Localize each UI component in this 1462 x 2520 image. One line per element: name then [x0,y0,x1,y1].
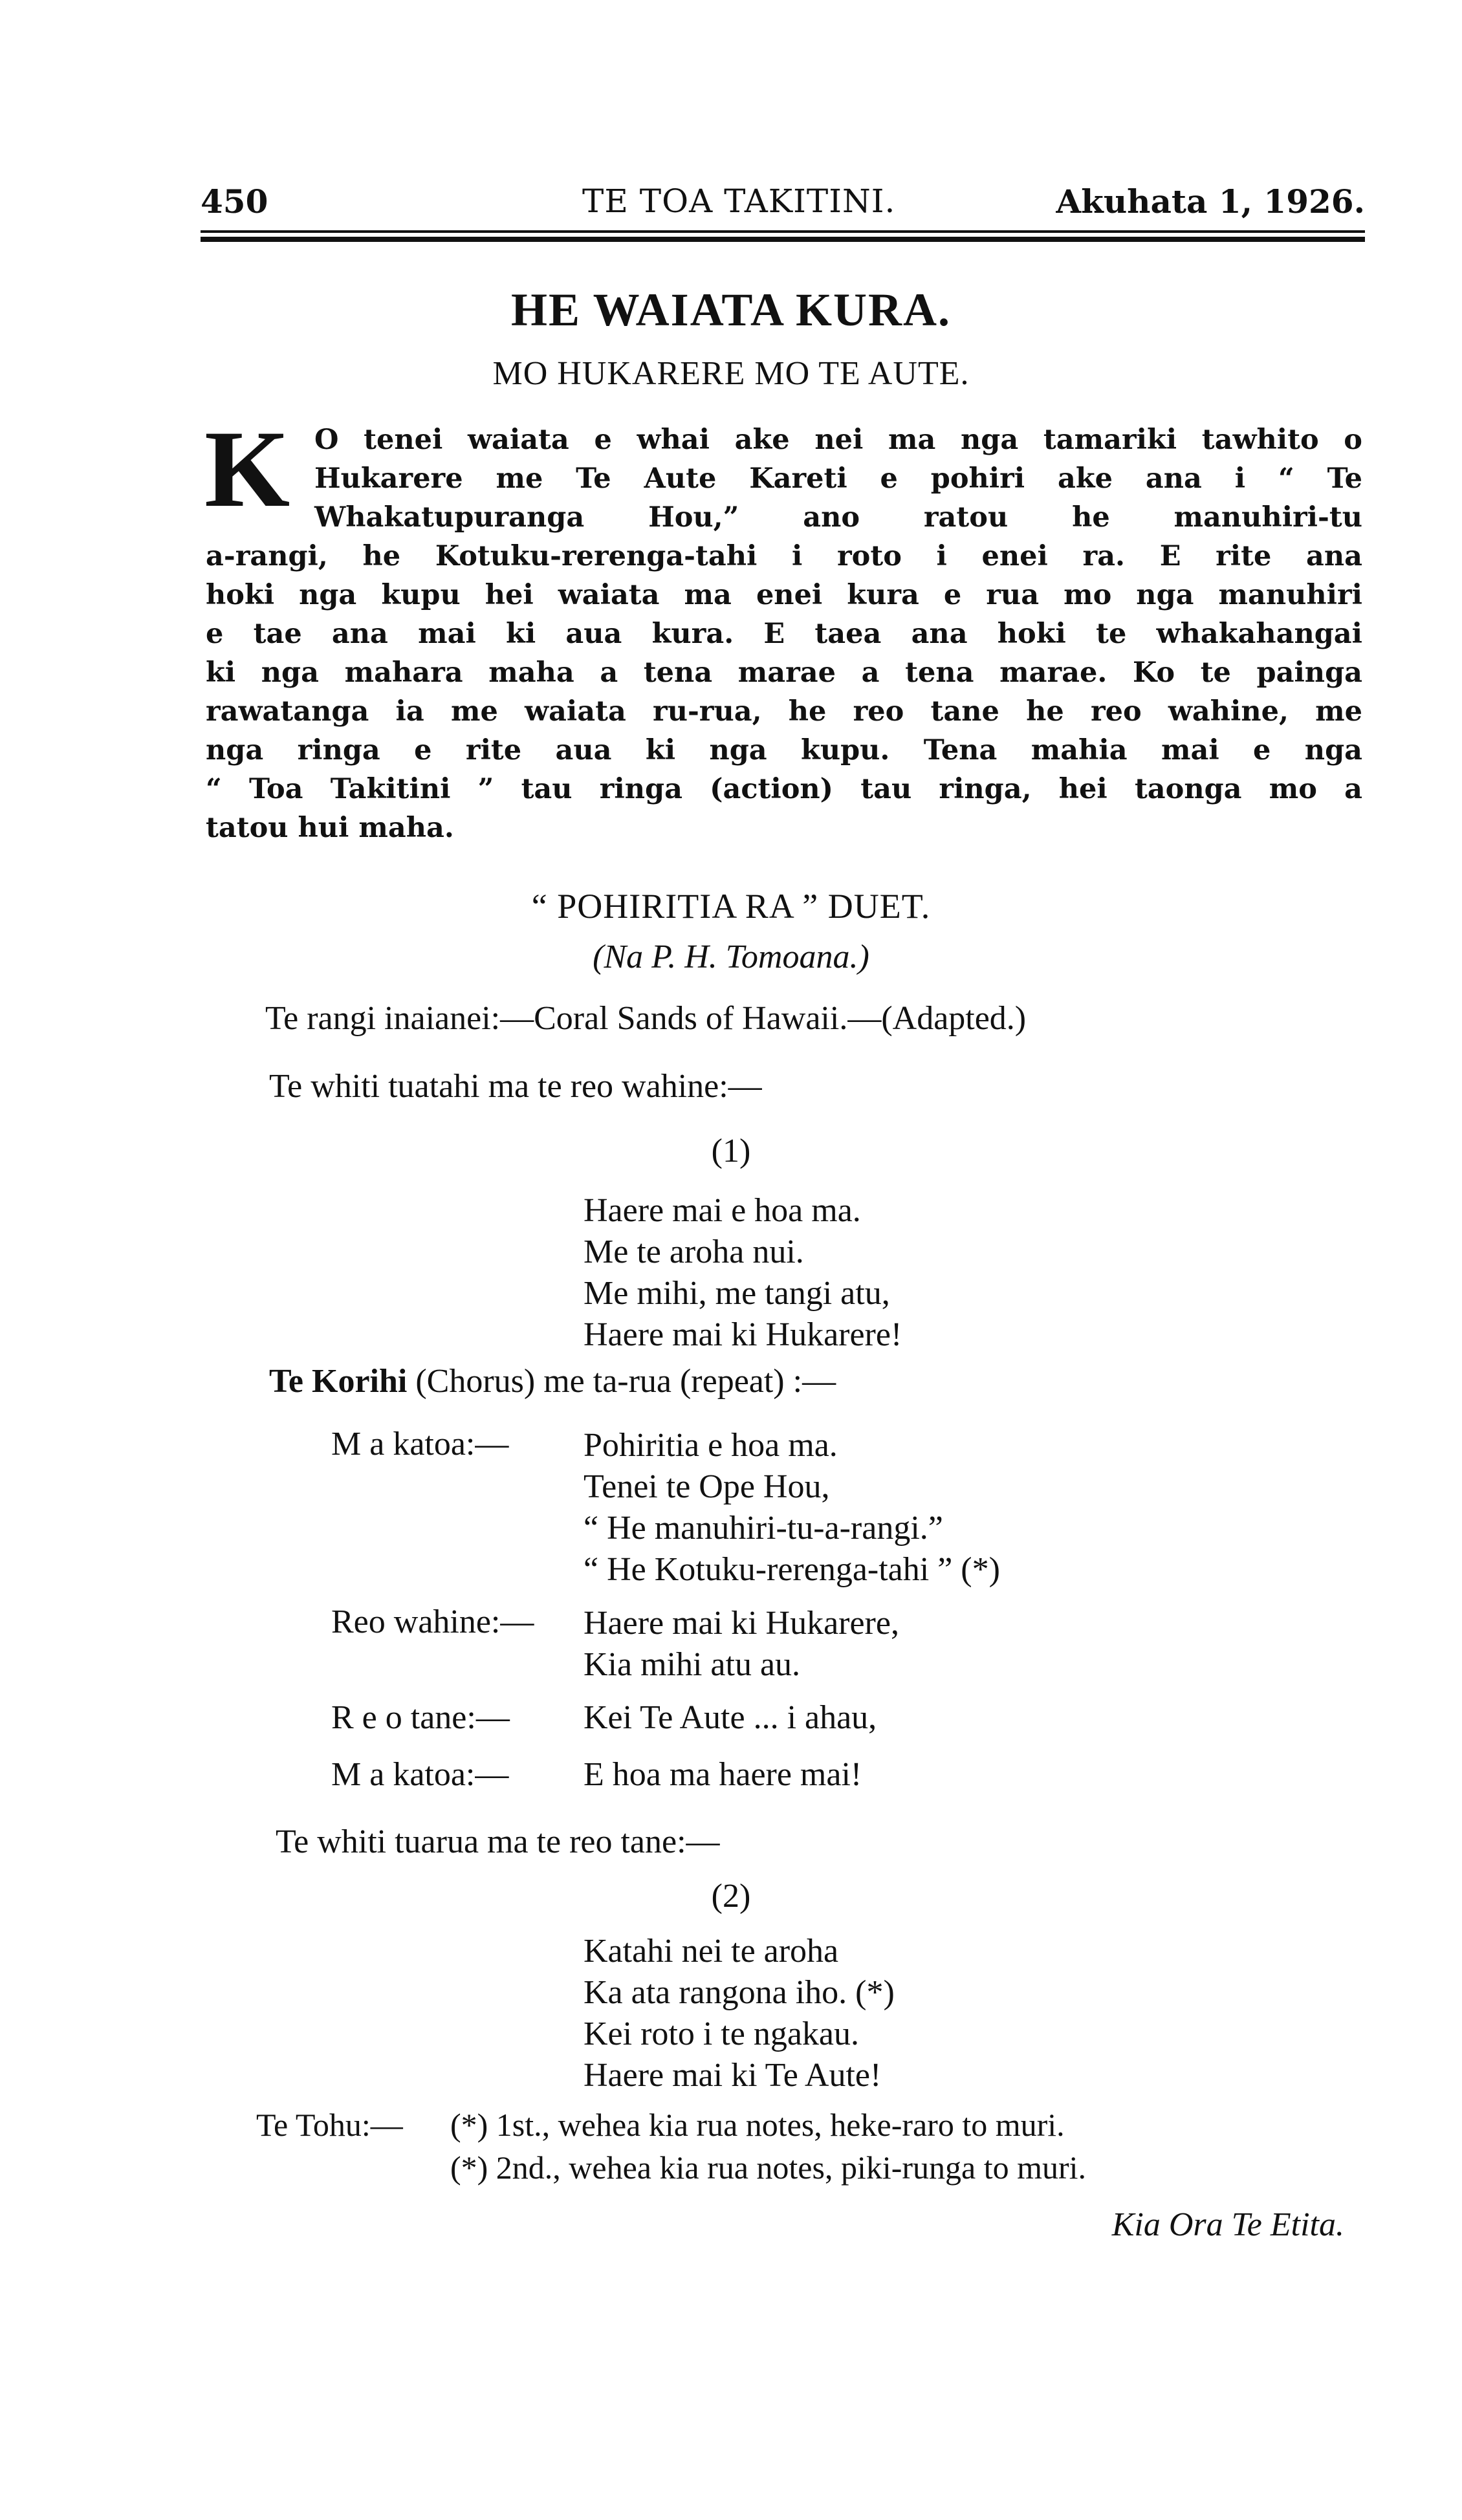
note-second: (*) 2nd., wehea kia rua notes, piki-runga to muri. [450,2149,1087,2186]
verse-line: Pohiritia e hoa ma. [584,1427,838,1464]
verse-line: Haere mai ki Hukarere! [584,1316,902,1353]
intro-line: e tae ana mai ki aua kura. E taea ana hoki te whakahangai [206,618,1362,650]
issue-date: Akuhata 1, 1926. [1056,182,1365,221]
chorus-label-rest: (Chorus) me ta-rua (repeat) :— [407,1363,836,1400]
intro-paragraph-indented [314,420,1362,537]
intro-line: Hukarere me Te Aute Kareti e pohiri ake ana i “ Te [314,462,1362,495]
verse-line: “ He manuhiri-tu-a-rangi.” [584,1510,943,1547]
chorus-all-final-line: E hoa ma haere mai! [584,1756,862,1793]
article-title: HE WAIATA KURA. [510,284,952,336]
article-subtitle: MO HUKARERE MO TE AUTE. [492,355,970,392]
verse2-lines [584,1931,895,2096]
verse-line: Haere mai ki Te Aute! [584,2057,882,2094]
intro-line: a-rangi, he Kotuku-rerenga-tahi i roto i enei ra. E rite ana [206,540,1362,572]
editor-signature: Kia Ora Te Etita. [1111,2206,1344,2243]
chorus-role-all: M a katoa:— [331,1426,509,1462]
verse1-intro: Te whiti tuatahi ma te reo wahine:— [269,1068,762,1105]
chorus-role-all-final: M a katoa:— [331,1756,509,1793]
verse-line: Tenei te Ope Hou, [584,1468,830,1505]
intro-line: nga ringa e rite aua ki nga kupu. Tena mahia mai e nga [206,734,1362,766]
intro-line: rawatanga ia me waiata ru-rua, he reo tane he reo wahine, me [206,695,1362,728]
verse-line: Kei roto i te ngakau. [584,2015,859,2052]
intro-line: Whakatupuranga Hou,” ano ratou he manuhiri-tu [314,501,1362,534]
song-author: (Na P. H. Tomoana.) [593,939,869,975]
verse-line: Ka ata rangona iho. (*) [584,1974,895,2011]
chorus-women-lines [584,1603,899,1686]
header-rule-thick [201,237,1365,242]
intro-line: O tenei waiata e whai ake nei ma nga tamariki tawhito o [314,424,1362,456]
verse-line: Haere mai e hoa ma. [584,1192,861,1229]
verse-line: Katahi nei te aroha [584,1933,839,1970]
intro-line: tatou hui maha. [206,812,454,844]
running-header [201,182,1365,228]
header-rule-thin [201,230,1365,233]
verse2-intro: Te whiti tuarua ma te reo tane:— [276,1823,720,1860]
verse-line: Me mihi, me tangi atu, [584,1275,890,1312]
verse-line: Me te aroha nui. [584,1233,804,1270]
chorus-heading [269,1362,836,1400]
chorus-all-lines [584,1425,1000,1591]
song-title: “ POHIRITIA RA ” DUET. [531,887,931,926]
journal-title: TE TOA TAKITINI. [582,182,896,220]
verse1-lines [584,1190,902,1356]
notes-label: Te Tohu:— [256,2107,403,2143]
chorus-role-men: R e o tane:— [331,1699,510,1736]
verse-line: Haere mai ki Hukarere, [584,1605,899,1642]
intro-line: “ Toa Takitini ” tau ringa (action) tau ringa, hei taonga mo a [206,773,1362,805]
chorus-men-line: Kei Te Aute ... i ahau, [584,1699,877,1736]
drop-cap: K [204,408,290,530]
verse-line: Kia mihi atu au. [584,1646,801,1683]
verse2-number: (2) [711,1878,751,1915]
intro-line: hoki nga kupu hei waiata ma enei kura e rua mo nga manuhiri [206,579,1362,611]
chorus-role-women: Reo wahine:— [331,1603,534,1640]
intro-line: ki nga mahara maha a tena marae a tena marae. Ko te painga [206,657,1362,689]
note-first: (*) 1st., wehea kia rua notes, heke-raro to muri. [450,2107,1065,2143]
intro-paragraph-full [206,537,1362,847]
song-tune: Te rangi inaianei:—Coral Sands of Hawaii.—(Adapted.) [265,1000,1027,1037]
verse1-number: (1) [711,1133,751,1169]
page-number: 450 [201,182,268,221]
chorus-label-bold: Te Korihi [269,1363,408,1400]
verse-line: “ He Kotuku-rerenga-tahi ” (*) [584,1551,1000,1588]
